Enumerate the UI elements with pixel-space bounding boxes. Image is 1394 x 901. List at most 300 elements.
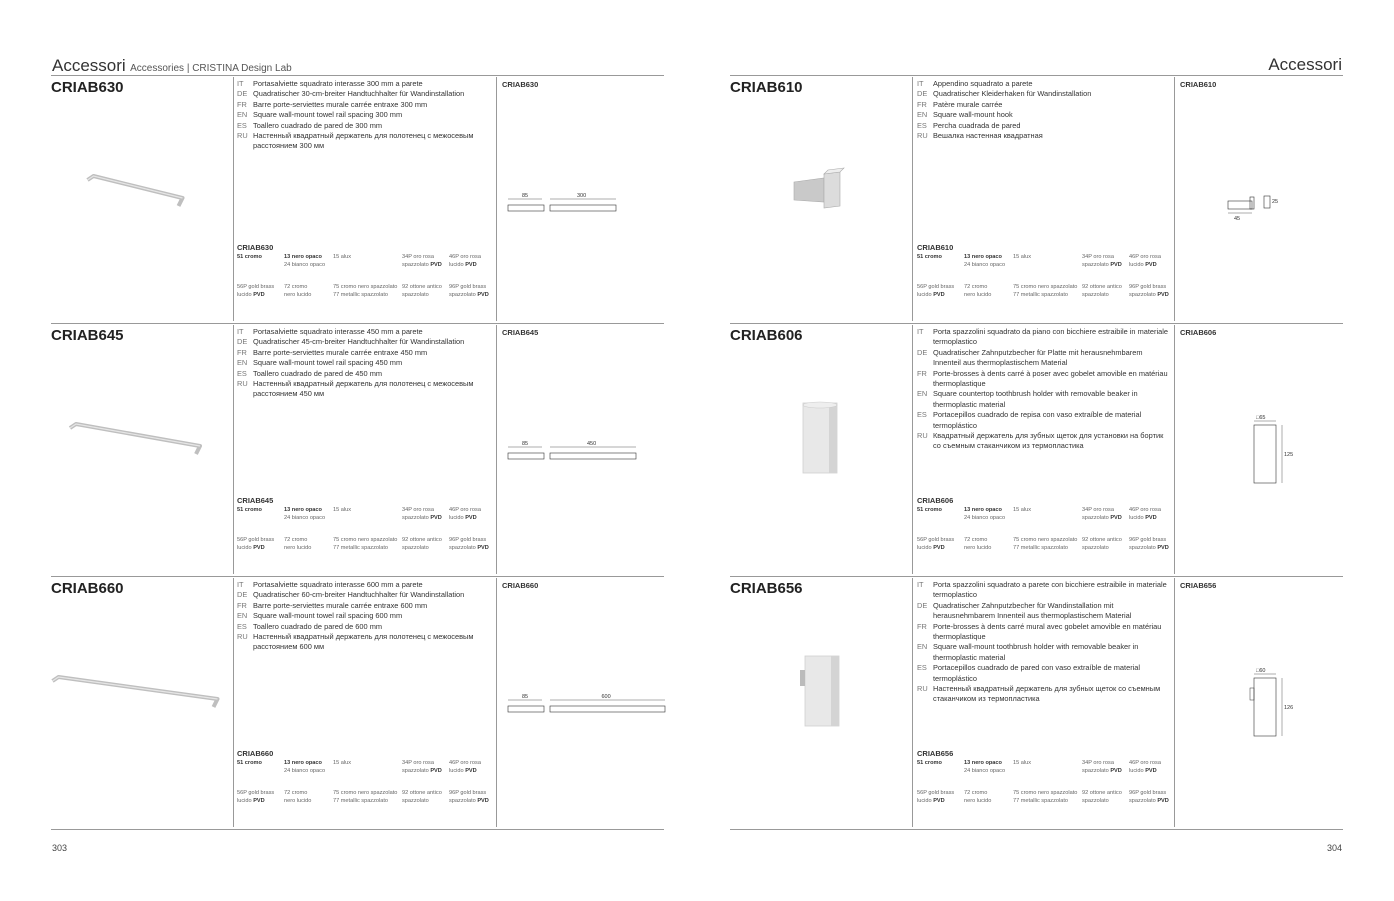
language-code: FR <box>917 99 927 109</box>
finish-34p-pvd: PVD <box>430 767 442 774</box>
finish-46p-pvd: PVD <box>1145 767 1157 774</box>
finishes-table <box>917 254 1177 304</box>
finish-72-sub: nero lucido <box>964 544 992 551</box>
description-text: Patère murale carrée <box>933 99 1003 109</box>
product-descriptions <box>237 79 489 152</box>
finish-56p-sub: lucido <box>917 291 932 298</box>
finish-34p-pvd: PVD <box>430 514 442 521</box>
left-page-header <box>52 56 292 76</box>
description-text: Quadratischer 60-cm-breiter Handtuchhalter für Wandinstallation <box>253 590 465 600</box>
dimension-height: 125 <box>1284 452 1294 458</box>
description-row <box>917 580 1169 601</box>
description-text: Квадратный держатель для зубных щеток для установки на бортик со съемным стаканчиком из термопластика <box>933 431 1164 451</box>
finish-77: 77 metallic spazzolato <box>333 291 389 298</box>
finish-51: 51 cromo <box>917 254 942 260</box>
description-row <box>237 89 489 99</box>
page-top-rule <box>51 75 664 76</box>
finish-72: 72 cromo <box>964 790 988 796</box>
finish-15: 15 alux <box>1013 254 1032 260</box>
finish-56p-sub: lucido <box>237 544 252 551</box>
language-code: RU <box>917 131 928 141</box>
drawing-code: CRIAB606 <box>1180 328 1217 337</box>
description-row <box>917 684 1169 705</box>
technical-drawing-wrap <box>506 656 666 761</box>
description-text: Porta spazzolini squadrato da piano con bicchiere estraibile in materiale termoplastico <box>933 327 1168 347</box>
finish-96p-pvd: PVD <box>477 544 489 551</box>
hook-image <box>730 115 910 265</box>
dimension-width: □60 <box>1256 668 1266 674</box>
dimension-width: 45 <box>1234 216 1241 222</box>
language-code: RU <box>237 632 248 642</box>
description-text: Toallero cuadrado de pared de 600 mm <box>253 621 383 631</box>
finish-34p: 34P oro rosa <box>1082 760 1114 766</box>
finish-96p-pvd: PVD <box>477 291 489 298</box>
right-page-title: Accessori <box>1268 55 1342 74</box>
dimension-length: 600 <box>601 694 611 700</box>
finish-46p: 46P oro rosa <box>449 254 481 260</box>
finish-56p-sub: lucido <box>237 797 252 804</box>
product-code: CRIAB630 <box>51 79 124 96</box>
finish-51: 51 cromo <box>917 507 942 513</box>
product-image <box>51 363 231 518</box>
dimension-height: 25 <box>1272 199 1279 205</box>
finishes-table <box>237 760 497 810</box>
description-row <box>917 431 1169 452</box>
product-descriptions <box>917 327 1169 452</box>
finish-72-sub: nero lucido <box>284 291 312 298</box>
finish-72-sub: nero lucido <box>964 291 992 298</box>
finish-96p-pvd: PVD <box>1157 797 1169 804</box>
finish-92: 92 ottone antico <box>1082 790 1122 796</box>
column-rule <box>233 325 234 574</box>
technical-drawing-wrap <box>506 403 666 508</box>
finish-34p-sub: spazzolato <box>1082 767 1109 774</box>
finish-24: 24 bianco opaco <box>284 261 326 268</box>
finish-15: 15 alux <box>333 760 352 766</box>
description-text: Square wall-mount towel rail spacing 600 mm <box>253 611 403 621</box>
description-row <box>917 100 1169 110</box>
product-image <box>51 115 231 270</box>
language-code: IT <box>917 79 924 88</box>
product-image <box>730 363 910 518</box>
finish-46p-pvd: PVD <box>465 514 477 521</box>
finish-56p-pvd: PVD <box>933 544 945 551</box>
description-row <box>917 110 1169 120</box>
finish-75: 75 cromo nero spazzolato <box>1013 284 1078 290</box>
description-text: Barre porte-serviettes murale carrée entraxe 300 mm <box>253 99 428 109</box>
finish-13: 13 nero opaco <box>284 760 322 766</box>
description-text: Square wall-mount toothbrush holder with removable beaker in thermoplastic material <box>933 642 1139 662</box>
finish-13: 13 nero opaco <box>964 507 1002 513</box>
dimension-height: 126 <box>1284 705 1294 711</box>
finish-13: 13 nero opaco <box>284 507 322 513</box>
description-text: Portasalviette squadrato interasse 600 mm a parete <box>253 580 423 589</box>
finish-72: 72 cromo <box>964 284 988 290</box>
finish-46p-sub: lucido <box>1129 767 1144 774</box>
description-row <box>237 327 489 337</box>
section-rule <box>51 323 664 324</box>
finishes-code: CRIAB660 <box>237 749 274 758</box>
finish-92-sub: spazzolato <box>1082 544 1109 551</box>
finish-72: 72 cromo <box>284 284 308 290</box>
description-text: Percha cuadrada de pared <box>933 120 1021 130</box>
language-code: EN <box>917 389 928 399</box>
finish-34p-sub: spazzolato <box>1082 514 1109 521</box>
description-text: Appendino squadrato a parete <box>933 79 1033 88</box>
language-code: DE <box>917 89 928 99</box>
drawing-code: CRIAB660 <box>502 581 539 590</box>
description-row <box>237 580 489 590</box>
technical-drawing <box>1184 403 1344 503</box>
language-code: RU <box>237 131 248 141</box>
technical-drawing <box>506 155 666 255</box>
description-text: Настенный квадратный держатель для полотенец с межосевым расстоянием 450 мм <box>253 379 474 399</box>
finish-46p-sub: lucido <box>1129 514 1144 521</box>
technical-drawing-wrap <box>506 155 666 260</box>
finish-56p-sub: lucido <box>917 544 932 551</box>
language-code: EN <box>237 358 248 368</box>
language-code: RU <box>917 431 928 441</box>
finish-34p-sub: spazzolato <box>402 514 429 521</box>
description-row <box>917 642 1169 663</box>
finish-56p-pvd: PVD <box>253 544 265 551</box>
description-row <box>917 389 1169 410</box>
page-bottom-rule <box>51 829 664 830</box>
product-descriptions <box>237 327 489 400</box>
finish-72: 72 cromo <box>284 537 308 543</box>
finish-77: 77 metallic spazzolato <box>333 797 389 804</box>
finish-92: 92 ottone antico <box>1082 284 1122 290</box>
finish-46p: 46P oro rosa <box>1129 760 1161 766</box>
description-row <box>237 590 489 600</box>
finish-24: 24 bianco opaco <box>284 514 326 521</box>
description-text: Quadratischer 30-cm-breiter Handtuchhalter für Wandinstallation <box>253 89 465 99</box>
technical-drawing <box>1184 656 1344 756</box>
finish-92-sub: spazzolato <box>1082 291 1109 298</box>
language-code: EN <box>237 611 248 621</box>
toothbrush-holder-image <box>730 616 910 766</box>
finish-56p-sub: lucido <box>917 797 932 804</box>
finish-77: 77 metallic spazzolato <box>1013 291 1069 298</box>
finishes-code: CRIAB645 <box>237 496 274 505</box>
finishes-table <box>237 254 497 304</box>
finish-15: 15 alux <box>333 507 352 513</box>
description-row <box>237 601 489 611</box>
finish-92: 92 ottone antico <box>402 284 442 290</box>
description-row <box>917 348 1169 369</box>
finish-92-sub: spazzolato <box>402 797 429 804</box>
description-text: Portacepillos cuadrado de pared con vaso extraíble de material termoplástico <box>933 663 1141 683</box>
finish-51: 51 cromo <box>237 507 262 513</box>
language-code: IT <box>237 580 244 589</box>
finish-34p: 34P oro rosa <box>402 254 434 260</box>
finish-96p: 96P gold brass <box>1129 537 1167 543</box>
section-rule <box>51 576 664 577</box>
finish-75: 75 cromo nero spazzolato <box>333 790 398 796</box>
finishes-table <box>917 760 1177 810</box>
finish-72-sub: nero lucido <box>284 544 312 551</box>
description-row <box>917 622 1169 643</box>
description-text: Настенный квадратный держатель для зубных щеток со съемным стаканчиком из термопластика <box>933 684 1161 704</box>
finish-46p: 46P oro rosa <box>449 507 481 513</box>
finish-34p-sub: spazzolato <box>1082 261 1109 268</box>
language-code: FR <box>917 621 927 631</box>
page-bottom-rule <box>730 829 1343 830</box>
dimension-depth: 85 <box>522 441 529 447</box>
finish-96p-sub: spazzolato <box>1129 797 1156 804</box>
finish-46p-sub: lucido <box>1129 261 1144 268</box>
finish-15: 15 alux <box>1013 507 1032 513</box>
description-text: Portasalviette squadrato interasse 300 mm a parete <box>253 79 423 88</box>
finish-13: 13 nero opaco <box>964 760 1002 766</box>
description-text: Toallero cuadrado de pared de 450 mm <box>253 368 383 378</box>
language-code: ES <box>237 368 247 378</box>
finish-24: 24 bianco opaco <box>964 767 1006 774</box>
technical-drawing-wrap <box>1184 656 1344 761</box>
language-code: EN <box>237 110 248 120</box>
finish-92: 92 ottone antico <box>402 537 442 543</box>
finish-34p-pvd: PVD <box>1110 514 1122 521</box>
finish-34p: 34P oro rosa <box>402 760 434 766</box>
finish-51: 51 cromo <box>237 254 262 260</box>
technical-drawing <box>506 656 666 756</box>
dimension-length: 300 <box>577 193 587 199</box>
finish-46p-pvd: PVD <box>1145 514 1157 521</box>
description-text: Porte-brosses à dents carré mural avec gobelet amovible en matériau thermoplastique <box>933 621 1162 642</box>
finish-56p: 56P gold brass <box>237 790 275 796</box>
description-text: Square wall-mount towel rail spacing 450 mm <box>253 358 403 368</box>
column-rule <box>912 77 913 321</box>
finish-34p-pvd: PVD <box>430 261 442 268</box>
technical-drawing-wrap <box>1184 155 1344 260</box>
technical-drawing-wrap <box>1184 403 1344 508</box>
finish-46p-sub: lucido <box>449 767 464 774</box>
finish-72-sub: nero lucido <box>284 797 312 804</box>
finish-56p: 56P gold brass <box>237 284 275 290</box>
column-rule <box>233 77 234 321</box>
toothbrush-holder-image <box>730 363 910 513</box>
product-descriptions <box>237 580 489 653</box>
language-code: ES <box>917 120 927 130</box>
description-text: Porte-brosses à dents carré à poser avec gobelet amovible en matériau thermoplastique <box>933 368 1168 389</box>
finish-96p-sub: spazzolato <box>1129 291 1156 298</box>
product-code: CRIAB656 <box>730 580 803 597</box>
finish-72-sub: nero lucido <box>964 797 992 804</box>
finishes-code: CRIAB630 <box>237 243 274 252</box>
finish-56p-pvd: PVD <box>253 291 265 298</box>
description-text: Barre porte-serviettes murale carrée entraxe 600 mm <box>253 600 428 610</box>
finish-24: 24 bianco opaco <box>284 767 326 774</box>
finish-34p-pvd: PVD <box>1110 261 1122 268</box>
column-rule <box>912 578 913 827</box>
description-row <box>237 121 489 131</box>
finish-92: 92 ottone antico <box>402 790 442 796</box>
description-row <box>917 601 1169 622</box>
description-row <box>917 121 1169 131</box>
description-row <box>237 379 489 400</box>
language-code: RU <box>237 379 248 389</box>
dimension-depth: 85 <box>522 694 529 700</box>
language-code: IT <box>917 580 924 589</box>
left-page-subtitle: Accessories | CRISTINA Design Lab <box>130 63 292 74</box>
finish-96p-pvd: PVD <box>1157 291 1169 298</box>
towel-rail-image <box>51 115 231 265</box>
description-text: Quadratischer Zahnputzbecher für Platte mit herausnehmbarem Innenteil aus thermoplastischem Material <box>933 347 1143 368</box>
finish-34p-sub: spazzolato <box>402 767 429 774</box>
language-code: DE <box>917 600 928 610</box>
language-code: IT <box>237 327 244 336</box>
finish-34p: 34P oro rosa <box>1082 507 1114 513</box>
finish-96p-sub: spazzolato <box>449 544 476 551</box>
dimension-depth: 85 <box>522 193 529 199</box>
description-row <box>237 348 489 358</box>
language-code: ES <box>237 120 247 130</box>
finish-15: 15 alux <box>1013 760 1032 766</box>
language-code: EN <box>917 642 928 652</box>
finish-13: 13 nero opaco <box>964 254 1002 260</box>
language-code: ES <box>237 621 247 631</box>
finish-75: 75 cromo nero spazzolato <box>333 537 398 543</box>
description-text: Вешалка настенная квадратная <box>933 131 1043 141</box>
product-code: CRIAB606 <box>730 327 803 344</box>
finish-34p: 34P oro rosa <box>402 507 434 513</box>
language-code: FR <box>237 347 247 357</box>
drawing-code: CRIAB656 <box>1180 581 1217 590</box>
finish-96p-sub: spazzolato <box>1129 544 1156 551</box>
description-row <box>917 327 1169 348</box>
product-descriptions <box>917 580 1169 705</box>
finish-92-sub: spazzolato <box>402 291 429 298</box>
finish-75: 75 cromo nero spazzolato <box>1013 537 1078 543</box>
finish-24: 24 bianco opaco <box>964 514 1006 521</box>
finishes-table <box>237 507 497 557</box>
product-image <box>730 616 910 771</box>
description-text: Настенный квадратный держатель для полотенец с межосевым расстоянием 300 мм <box>253 131 474 151</box>
language-code: EN <box>917 110 928 120</box>
left-page-number: 303 <box>52 843 68 853</box>
product-code: CRIAB660 <box>51 580 124 597</box>
finish-96p-sub: spazzolato <box>449 797 476 804</box>
finish-46p: 46P oro rosa <box>449 760 481 766</box>
product-code: CRIAB610 <box>730 79 803 96</box>
description-row <box>917 79 1169 89</box>
description-row <box>237 79 489 89</box>
finish-56p: 56P gold brass <box>917 537 955 543</box>
finish-46p: 46P oro rosa <box>1129 507 1161 513</box>
description-row <box>237 131 489 152</box>
column-rule <box>233 578 234 827</box>
towel-rail-image <box>51 616 231 766</box>
description-row <box>917 131 1169 141</box>
finish-96p-pvd: PVD <box>477 797 489 804</box>
finish-56p: 56P gold brass <box>917 284 955 290</box>
finish-72: 72 cromo <box>964 537 988 543</box>
section-rule <box>730 576 1343 577</box>
finish-92-sub: spazzolato <box>402 544 429 551</box>
language-code: FR <box>917 368 927 378</box>
finish-46p-pvd: PVD <box>465 767 477 774</box>
right-page-number: 304 <box>1327 843 1343 853</box>
finish-24: 24 bianco opaco <box>964 261 1006 268</box>
description-row <box>237 100 489 110</box>
description-text: Square countertop toothbrush holder with removable beaker in thermoplastic material <box>933 389 1138 409</box>
drawing-code: CRIAB630 <box>502 80 539 89</box>
finishes-table <box>917 507 1177 557</box>
finish-96p: 96P gold brass <box>449 284 487 290</box>
language-code: DE <box>237 89 248 99</box>
finish-96p: 96P gold brass <box>449 790 487 796</box>
finish-96p: 96P gold brass <box>1129 284 1167 290</box>
language-code: DE <box>917 347 928 357</box>
finish-34p: 34P oro rosa <box>1082 254 1114 260</box>
drawing-code: CRIAB610 <box>1180 80 1217 89</box>
finish-56p-sub: lucido <box>237 291 252 298</box>
description-row <box>237 358 489 368</box>
left-page-title: Accessori <box>52 56 126 75</box>
finish-77: 77 metallic spazzolato <box>1013 797 1069 804</box>
product-code: CRIAB645 <box>51 327 124 344</box>
product-image <box>51 616 231 771</box>
description-text: Portasalviette squadrato interasse 450 mm a parete <box>253 327 423 336</box>
finish-77: 77 metallic spazzolato <box>333 544 389 551</box>
finish-77: 77 metallic spazzolato <box>1013 544 1069 551</box>
finish-46p-sub: lucido <box>449 261 464 268</box>
description-text: Barre porte-serviettes murale carrée entraxe 450 mm <box>253 347 428 357</box>
description-text: Portacepillos cuadrado de repisa con vaso extraíble de material termoplástico <box>933 410 1142 430</box>
finish-72: 72 cromo <box>284 790 308 796</box>
description-text: Square wall-mount towel rail spacing 300 mm <box>253 110 403 120</box>
description-text: Настенный квадратный держатель для полотенец с межосевым расстоянием 600 мм <box>253 632 474 652</box>
finish-34p-pvd: PVD <box>1110 767 1122 774</box>
dimension-width: □65 <box>1256 415 1266 421</box>
finish-56p-pvd: PVD <box>253 797 265 804</box>
finish-56p: 56P gold brass <box>237 537 275 543</box>
finish-92: 92 ottone antico <box>1082 537 1122 543</box>
description-row <box>237 632 489 653</box>
product-image <box>730 115 910 270</box>
description-row <box>237 369 489 379</box>
description-row <box>917 89 1169 99</box>
language-code: ES <box>917 410 927 420</box>
description-text: Quadratischer Kleiderhaken für Wandinstallation <box>933 89 1092 99</box>
drawing-code: CRIAB645 <box>502 328 539 337</box>
page-top-rule <box>730 75 1343 76</box>
finish-56p-pvd: PVD <box>933 797 945 804</box>
finish-46p-pvd: PVD <box>465 261 477 268</box>
description-text: Square wall-mount hook <box>933 110 1013 120</box>
description-text: Porta spazzolini squadrato a parete con bicchiere estraibile in materiale termoplastico <box>933 580 1167 600</box>
finish-92-sub: spazzolato <box>1082 797 1109 804</box>
finish-51: 51 cromo <box>237 760 262 766</box>
finish-46p: 46P oro rosa <box>1129 254 1161 260</box>
description-row <box>237 337 489 347</box>
finish-46p-pvd: PVD <box>1145 261 1157 268</box>
language-code: IT <box>917 327 924 336</box>
column-rule <box>912 325 913 574</box>
finishes-code: CRIAB610 <box>917 243 954 252</box>
finishes-code: CRIAB606 <box>917 496 954 505</box>
finish-96p-pvd: PVD <box>1157 544 1169 551</box>
finish-56p: 56P gold brass <box>917 790 955 796</box>
description-row <box>237 611 489 621</box>
dimension-length: 450 <box>587 441 597 447</box>
finishes-code: CRIAB656 <box>917 749 954 758</box>
finish-34p-sub: spazzolato <box>402 261 429 268</box>
technical-drawing <box>1184 155 1344 255</box>
finish-75: 75 cromo nero spazzolato <box>333 284 398 290</box>
section-rule <box>730 323 1343 324</box>
finish-15: 15 alux <box>333 254 352 260</box>
